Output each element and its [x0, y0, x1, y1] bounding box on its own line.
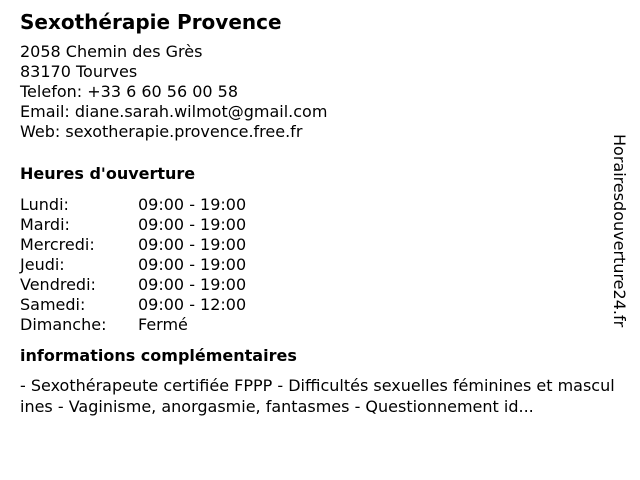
hours-time: 09:00 - 19:00: [138, 235, 247, 254]
hours-row-dimanche: [20, 315, 616, 335]
hours-row-mercredi: [20, 235, 616, 255]
hours-day: Jeudi:: [20, 255, 65, 274]
hours-day: Dimanche:: [20, 315, 107, 334]
hours-day: Mardi:: [20, 215, 70, 234]
additional-info-text: - Sexothérapeute certifiée FPPP - Difficultés sexuelles féminines et masculines - Vaginisme, anorgasmie, fantasmes - Questionnement id...: [20, 376, 615, 416]
address-line-city: 83170 Tourves: [20, 62, 138, 81]
additional-info-heading: informations complémentaires: [20, 346, 297, 365]
hours-day: Vendredi:: [20, 275, 96, 294]
opening-hours-table: [20, 195, 616, 335]
hours-row-samedi: [20, 295, 616, 315]
hours-time: 09:00 - 12:00: [138, 295, 247, 314]
hours-day: Samedi:: [20, 295, 86, 314]
hours-time: 09:00 - 19:00: [138, 215, 247, 234]
hours-row-mardi: [20, 215, 616, 235]
hours-day: Mercredi:: [20, 235, 95, 254]
email-address: Email: diane.sarah.wilmot@gmail.com: [20, 102, 328, 121]
contact-block: [20, 42, 616, 142]
hours-row-jeudi: [20, 255, 616, 275]
opening-hours-heading: Heures d'ouverture: [20, 164, 196, 183]
hours-time: Fermé: [138, 315, 188, 334]
phone-number: Telefon: +33 6 60 56 00 58: [20, 82, 239, 101]
business-info-card: [20, 10, 616, 417]
address-line-street: 2058 Chemin des Grès: [20, 42, 203, 61]
hours-row-lundi: [20, 195, 616, 215]
hours-day: Lundi:: [20, 195, 69, 214]
hours-row-vendredi: [20, 275, 616, 295]
site-watermark: Horairesdouverture24.fr: [610, 134, 629, 328]
business-name: Sexothérapie Provence: [20, 10, 282, 34]
hours-time: 09:00 - 19:00: [138, 275, 247, 294]
website-address: Web: sexotherapie.provence.free.fr: [20, 122, 303, 141]
hours-time: 09:00 - 19:00: [138, 255, 247, 274]
hours-time: 09:00 - 19:00: [138, 195, 247, 214]
